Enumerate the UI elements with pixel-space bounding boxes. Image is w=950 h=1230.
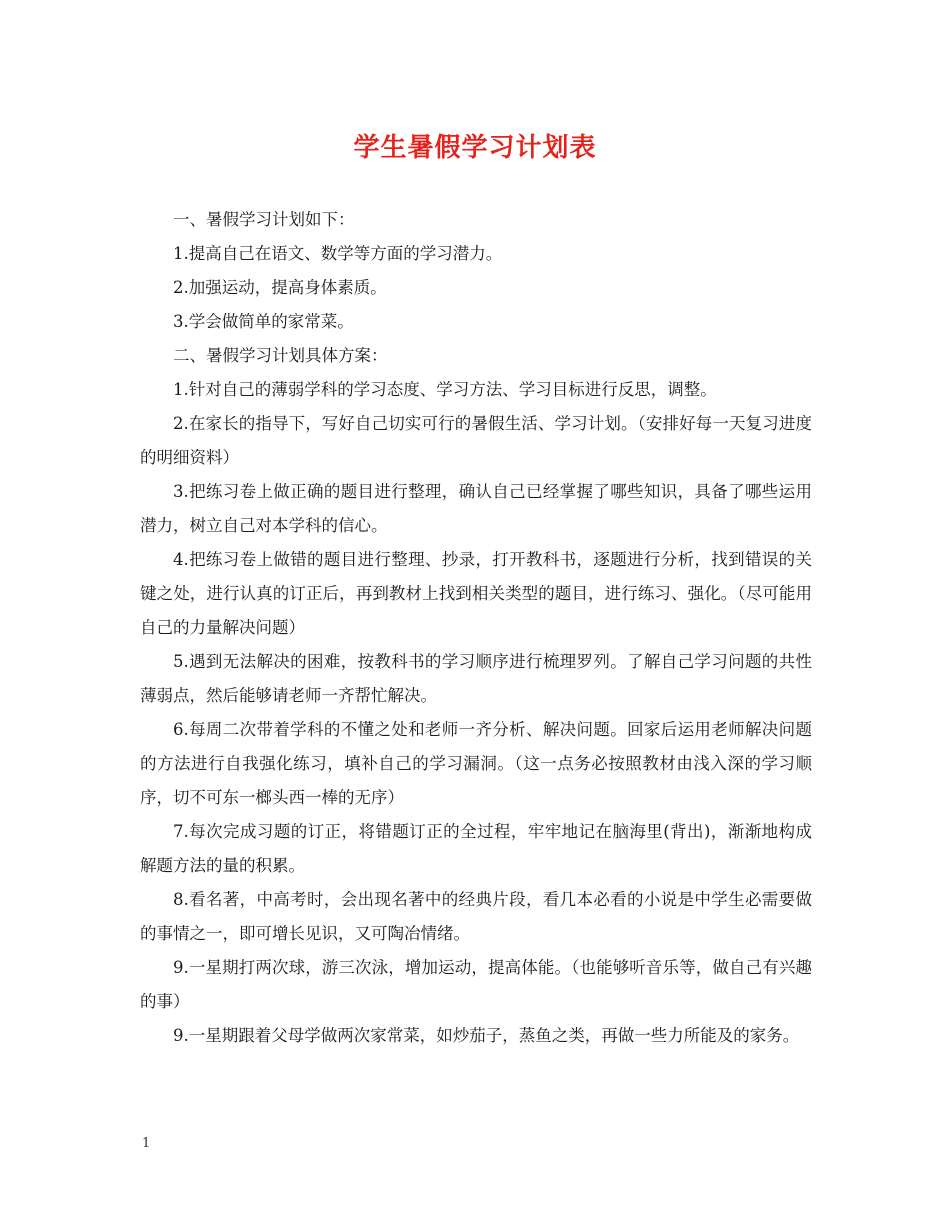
paragraph-plan-4: 4.把练习卷上做错的题目进行整理、抄录，打开教科书，逐题进行分析，找到错误的关键之处，进行认真的订正后，再到教材上找到相关类型的题目，进行练习、强化。（尽可能用自己的力量解决问题） xyxy=(140,550,812,637)
paragraph-plan-2: 2.在家长的指导下，写好自己切实可行的暑假生活、学习计划。（安排好每一天复习进度的明细资料） xyxy=(140,414,812,467)
paragraph-plan-1: 1.针对自己的薄弱学科的学习态度、学习方法、学习目标进行反思，调整。 xyxy=(173,380,717,399)
document-body xyxy=(140,203,812,1053)
paragraph-plan-7: 7.每次完成习题的订正，将错题订正的全过程，牢牢地记在脑海里(背出)，渐渐地构成解题方法的量的积累。 xyxy=(140,822,812,875)
paragraph-plan-5: 5.遇到无法解决的困难，按教科书的学习顺序进行梳理罗列。了解自己学习问题的共性薄弱点，然后能够请老师一齐帮忙解决。 xyxy=(140,652,812,705)
paragraph-section-2-heading: 二、暑假学习计划具体方案： xyxy=(173,346,388,365)
paragraph-plan-8: 8.看名著，中高考时，会出现名著中的经典片段，看几本必看的小说是中学生必需要做的事情之一，即可增长见识，又可陶冶情绪。 xyxy=(140,890,812,943)
paragraph-section-1-heading: 一、暑假学习计划如下： xyxy=(173,210,355,229)
paragraph-plan-9-cooking: 9.一星期跟着父母学做两次家常菜，如炒茄子，蒸鱼之类，再做一些力所能及的家务。 xyxy=(173,1026,800,1045)
paragraph-goal-1: 1.提高自己在语文、数学等方面的学习潜力。 xyxy=(173,244,503,263)
paragraph-plan-3: 3.把练习卷上做正确的题目进行整理，确认自己已经掌握了哪些知识，具备了哪些运用潜力，树立自己对本学科的信心。 xyxy=(140,482,812,535)
paragraph-goal-3: 3.学会做简单的家常菜。 xyxy=(173,312,354,331)
paragraph-goal-2: 2.加强运动，提高身体素质。 xyxy=(173,278,387,297)
paragraph-plan-6: 6.每周二次带着学科的不懂之处和老师一齐分析、解决问题。回家后运用老师解决问题的方法进行自我强化练习，填补自己的学习漏洞。（这一点务必按照教材由浅入深的学习顺序，切不可东一榔头西一棒的无序） xyxy=(140,720,812,807)
document-title: 学生暑假学习计划表 xyxy=(353,133,597,163)
paragraph-plan-9-sports: 9.一星期打两次球，游三次泳，增加运动，提高体能。（也能够听音乐等，做自己有兴趣的事） xyxy=(140,958,812,1011)
page-number: 1 xyxy=(142,1136,151,1151)
